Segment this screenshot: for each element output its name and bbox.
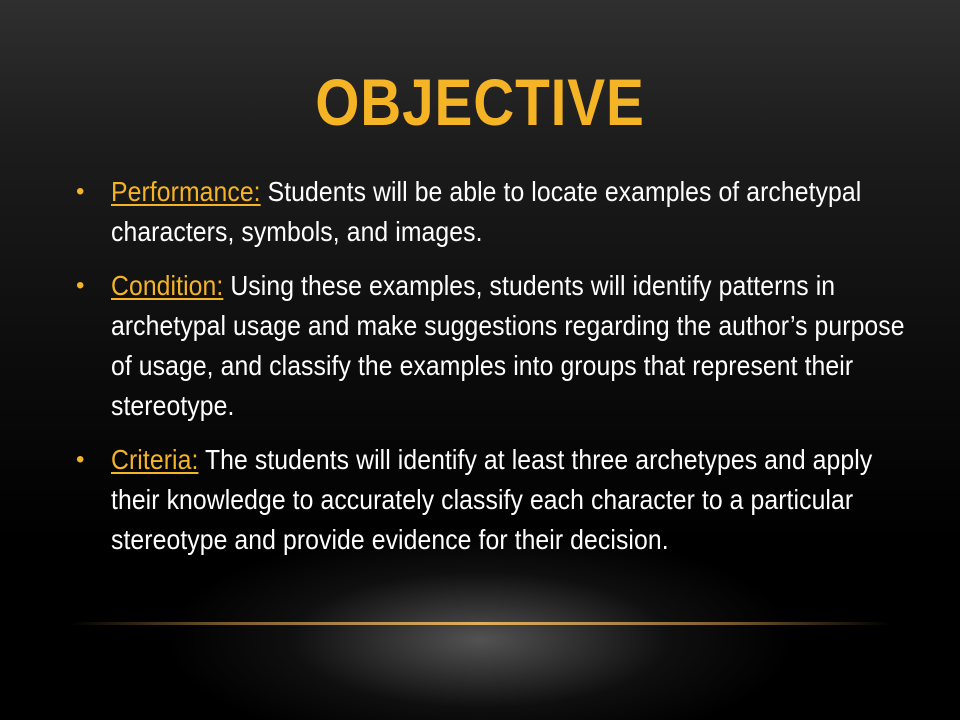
criteria-text: The students will identify at least three archetypes and apply their knowledge to accurately classify each character to a particular stereotype and provide evidence for their decision. [111, 444, 873, 555]
decorative-glow-line [70, 622, 890, 625]
bullet-performance [74, 172, 924, 252]
objective-bullet-list [74, 172, 924, 574]
condition-text: Using these examples, students will identify patterns in archetypal usage and make suggestions regarding the author’s purpose of usage, and classify the examples into groups that represent their stereotype. [111, 270, 905, 421]
criteria-label: Criteria: [111, 444, 199, 475]
bullet-criteria [74, 440, 924, 560]
bullet-condition [74, 266, 924, 426]
bullet-text-block [111, 440, 926, 560]
condition-label: Condition: [111, 270, 224, 301]
bullet-dot-icon: • [76, 272, 85, 299]
slide-title: OBJECTIVE [315, 65, 645, 139]
bullet-dot-icon: • [76, 446, 85, 473]
performance-text: Students will be able to locate examples of archetypal characters, symbols, and images. [111, 176, 862, 247]
bullet-text-block [111, 266, 926, 426]
bullet-dot-icon: • [76, 178, 85, 205]
bullet-text-block [111, 172, 926, 252]
performance-label: Performance: [111, 176, 261, 207]
